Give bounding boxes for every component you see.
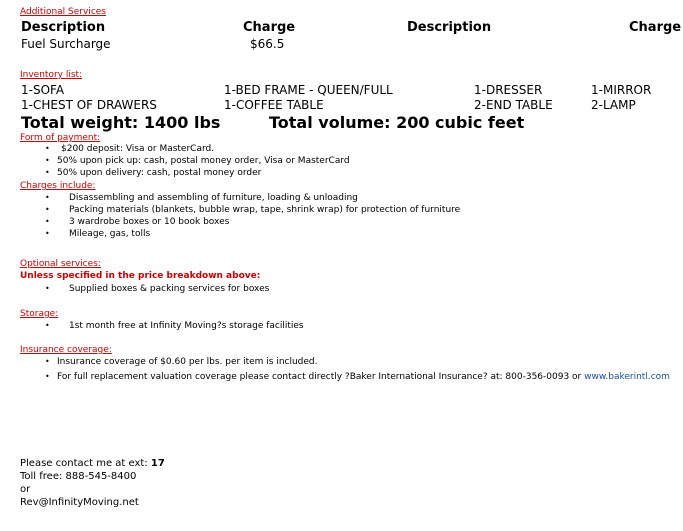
insurance-heading: Insurance coverage: — [20, 345, 112, 355]
bullet-icon: • — [45, 284, 50, 293]
charges-item: 3 wardrobe boxes or 10 book boxes — [69, 217, 230, 227]
charges-heading: Charges include: — [20, 181, 96, 191]
payment-item: 50% upon pick up: cash, postal money order, Visa or MasterCard — [57, 156, 350, 166]
charges-item: Mileage, gas, tolls — [69, 229, 151, 239]
payment-heading: Form of payment: — [20, 133, 101, 143]
total-weight: Total weight: 1400 lbs — [21, 113, 221, 132]
inventory-item: 2-LAMP — [591, 98, 636, 112]
inventory-item: 1-CHEST OF DRAWERS — [21, 98, 157, 112]
bullet-icon: • — [45, 205, 50, 214]
col-charge-1: Charge — [243, 20, 296, 35]
contact-ext-label: Please contact me at ext: — [20, 458, 148, 469]
contact-ext-value: 17 — [150, 458, 165, 469]
optional-item: Supplied boxes & packing services for boxes — [69, 284, 270, 294]
contact-email: Rev@InfinityMoving.net — [20, 497, 139, 508]
bullet-icon: • — [45, 193, 50, 202]
bullet-icon: • — [45, 217, 50, 226]
bullet-icon: • — [45, 372, 50, 381]
contact-ext-line — [20, 458, 165, 469]
inventory-item: 1-MIRROR — [591, 83, 652, 97]
bullet-icon: • — [45, 229, 50, 238]
bullet-icon: • — [45, 144, 50, 153]
contact-or: or — [20, 484, 31, 495]
inventory-heading: Inventory list: — [20, 70, 83, 80]
charges-item: Packing materials (blankets, bubble wrap, tape, shrink wrap) for protection of furniture — [69, 205, 461, 215]
payment-item: 50% upon delivery: cash, postal money order — [57, 168, 262, 178]
additional-services-heading: Additional Services — [20, 7, 106, 17]
service-description: Fuel Surcharge — [21, 37, 111, 51]
optional-heading: Optional services: — [20, 259, 101, 269]
bullet-icon: • — [45, 168, 50, 177]
optional-note: Unless specified in the price breakdown above: — [20, 271, 261, 281]
inventory-item: 1-DRESSER — [474, 83, 543, 97]
storage-item: 1st month free at Infinity Moving?s storage facilities — [69, 321, 304, 331]
inventory-item: 1-COFFEE TABLE — [224, 98, 324, 112]
payment-item: $200 deposit: Visa or MasterCard. — [61, 144, 215, 154]
inventory-item: 1-SOFA — [21, 83, 65, 97]
service-charge: $66.5 — [250, 37, 285, 51]
col-description-1: Description — [21, 20, 106, 35]
bullet-icon: • — [45, 321, 50, 330]
insurance-item: Insurance coverage of $0.60 per lbs. per item is included. — [57, 357, 318, 367]
col-charge-2: Charge — [629, 20, 682, 35]
baker-insurance-link[interactable]: www.bakerintl.com — [584, 372, 670, 382]
col-description-2: Description — [407, 20, 492, 35]
contact-toll-free: Toll free: 888-545-8400 — [20, 471, 137, 482]
charges-item: Disassembling and assembling of furniture, loading & unloading — [69, 193, 358, 203]
bullet-icon: • — [45, 156, 50, 165]
total-volume: Total volume: 200 cubic feet — [269, 113, 525, 132]
storage-heading: Storage: — [20, 309, 59, 319]
insurance-item — [57, 372, 670, 382]
bullet-icon: • — [45, 357, 50, 366]
insurance-item-text: For full replacement valuation coverage please contact directly ?Baker International Insurance? at: 800-356-0093 or — [57, 372, 582, 382]
inventory-item: 1-BED FRAME - QUEEN/FULL — [224, 83, 393, 97]
inventory-item: 2-END TABLE — [474, 98, 553, 112]
